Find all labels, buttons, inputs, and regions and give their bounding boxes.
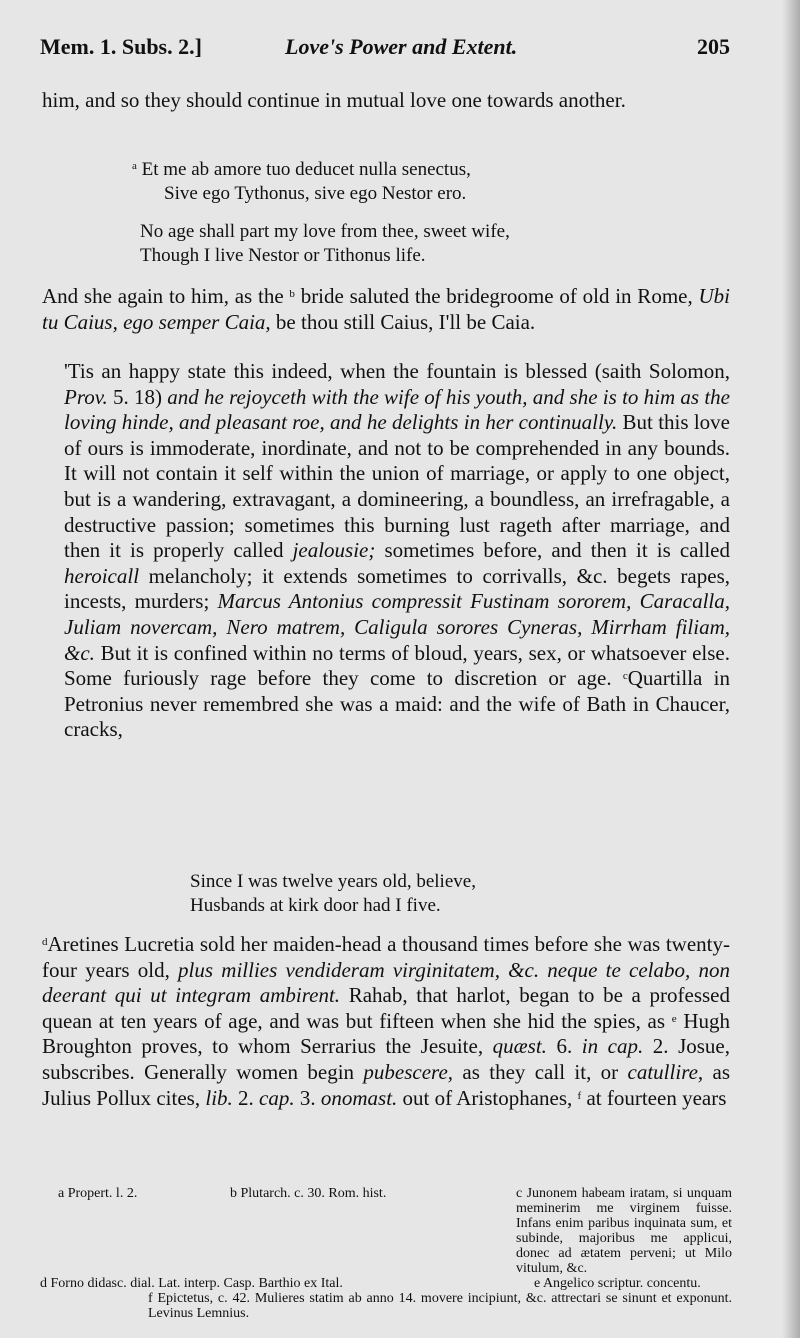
footnote-d: d Forno didasc. dial. Lat. interp. Casp. Barthio ex Ital.	[40, 1276, 343, 1291]
footnote-marker: a	[132, 160, 137, 172]
footnote-f: f Epictetus, c. 42. Mulieres statim ab anno 14. movere incipiunt, &c. attrectari se sinunt et exponunt. Levinus Lemnius.	[148, 1291, 732, 1321]
paragraph-happy-state: 'Tis an happy state this indeed, when the fountain is blessed (saith Solomon, Prov. 5. 18) and he rejoyceth with the wife of his youth, and she is to him as the loving hinde, and pleasant roe, and he delights in her continually. But this love of ours is immoderate, inordinate, and not to be comprehended in any bounds. It will not contain it self within the union of marriage, or apply to one object, but is a wandering, extravagant, a domineering, a boundless, an irrefragable, a destructive passion; sometimes this burning lust rageth after marriage, and then it is properly called jealousie; sometimes before, and then it is called heroicall melancholy; it extends sometimes to corrivalls, &c. begets rapes, incests, murders; Marcus Antonius compressit Fustinam sororem, Caracalla, Juliam novercam, Nero matrem, Caligula sorores Cyneras, Mirrham filiam, &c. But it is confined within no terms of bloud, years, sex, or whatsoever else. Some furiously rage before they come to discretion or age. $^c$Quartilla in Petronius never remembred she was a maid: and the wife of Bath in Chaucer, cracks,	[64, 359, 730, 742]
running-title: Love's Power and Extent.	[285, 34, 518, 59]
latin-verse	[132, 158, 471, 206]
footnote-marker: d	[42, 936, 48, 948]
page-number: 205	[697, 34, 730, 59]
english-verse	[140, 220, 510, 268]
footnote-e: e Angelico scriptur. concentu.	[534, 1276, 701, 1291]
paragraph-bride: And she again to him, as the $^b$ bride saluted the bridegroome of old in Rome, Ubi tu Caius, ego semper Caia, be thou still Caius, I'll be Caia.	[42, 284, 730, 334]
verse-line: Husbands at kirk door had I five.	[190, 895, 441, 916]
footnote-f-author: Levinus Lemnius.	[148, 1306, 250, 1321]
footnotes	[40, 1186, 732, 1321]
verse-line: Sive ego Tythonus, sive ego Nestor ero.	[164, 183, 467, 204]
verse-line: $^a$ Et me ab amore tuo deducet nulla senectus,	[132, 159, 471, 180]
verse-line: Since I was twelve years old, believe,	[190, 871, 476, 892]
running-header	[40, 34, 730, 64]
verse-line: No age shall part my love from thee, sweet wife,	[140, 221, 510, 242]
section-reference: Mem. 1. Subs. 2.]	[40, 34, 202, 59]
footnote-b: b Plutarch. c. 30. Rom. hist.	[230, 1186, 387, 1201]
chaucer-verse	[190, 870, 476, 918]
paragraph-continuation: him, and so they should continue in mutual love one towards another.	[42, 88, 626, 112]
paragraph-aretines: $^d$Aretines Lucretia sold her maiden-head a thousand times before she was twenty-four years old, plus millies vendideram virginitatem, &c. neque te celabo, non deerant qui ut integram ambirent. Rahab, that harlot, began to be a professed quean at ten years of age, and was but fifteen when she hid the spies, as $^e$ Hugh Broughton proves, to whom Serrarius the Jesuite, quæst. 6. in cap. 2. Josue, subscribes. Generally women begin pubescere, as they call it, or catullire, as Julius Pollux cites, lib. 2. cap. 3. onomast. out of Aristophanes, $^f$ at fourteen years	[42, 932, 731, 1110]
page-edge-shadow	[782, 0, 800, 1338]
footnote-a: a Propert. l. 2.	[58, 1186, 138, 1201]
footnote-marker: c	[622, 670, 628, 683]
footnote-marker: b	[289, 288, 295, 300]
footnote-marker: f	[577, 1089, 582, 1102]
verse-line: Though I live Nestor or Tithonus life.	[140, 245, 426, 266]
footnote-c: c Junonem habeam iratam, si unquam meminerim me virginem fuisse. Infans enim paribus inquinata sum, et subinde, majoribus me applicui, donec ad ætatem perveni; ut Milo vitulum, &c.	[516, 1186, 732, 1276]
footnote-marker: e	[671, 1012, 677, 1025]
footnote-row	[40, 1276, 732, 1291]
